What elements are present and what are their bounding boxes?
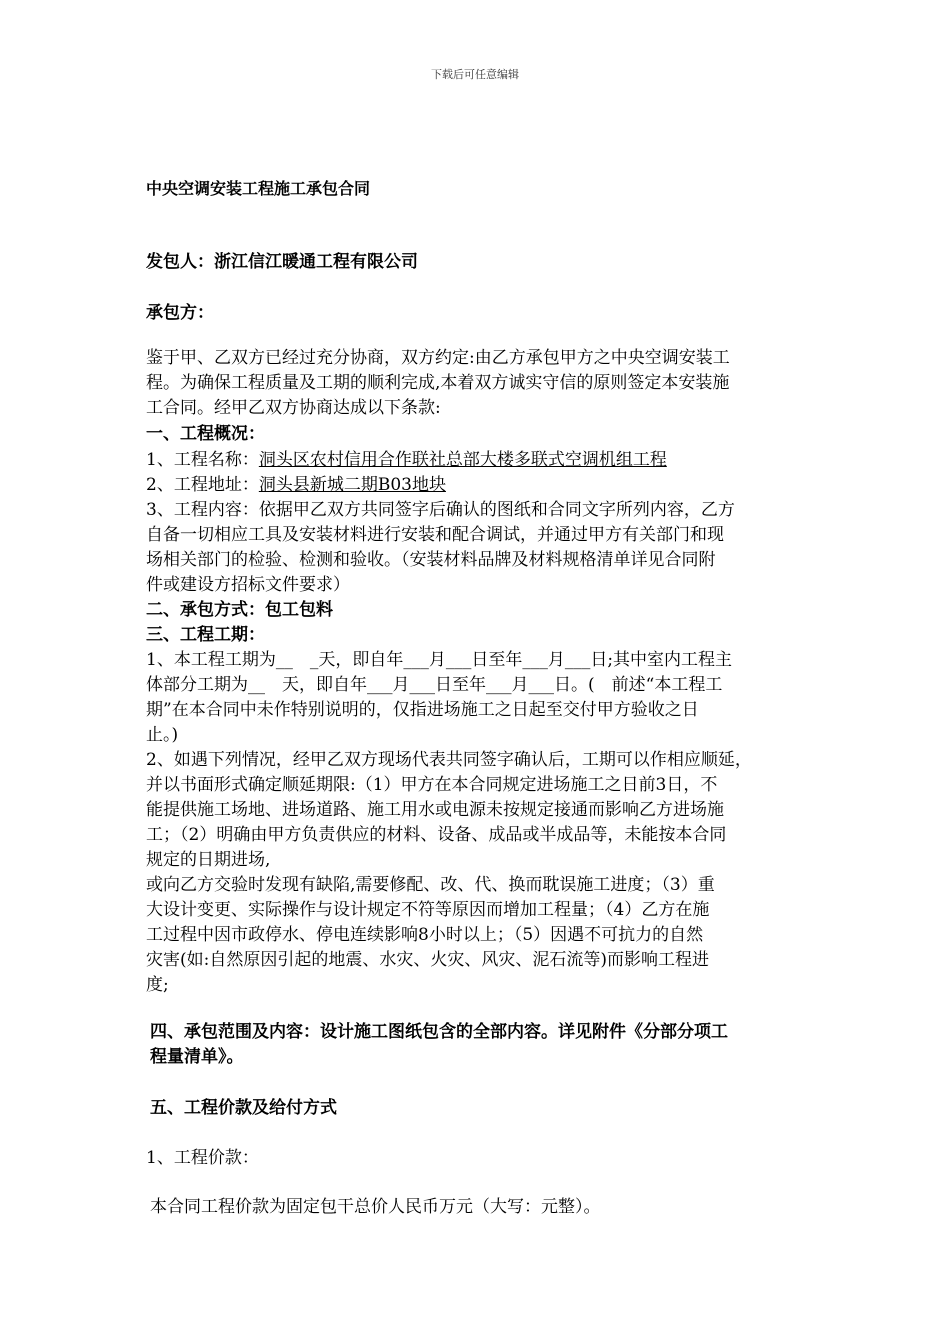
party-b: 承包方： <box>146 303 214 323</box>
section-2-title: 二、承包方式：包工包料 <box>146 600 333 620</box>
document-title: 中央空调安装工程施工承包合同 <box>146 179 371 198</box>
extension-line: 工过程中因市政停水、停电连续影响8小时以上；（5）因遇不可抗力的自然 <box>146 925 704 945</box>
project-name-value: 洞头区农村信用合作联社总部大楼多联式空调机组工程 <box>258 450 667 470</box>
section-1-title: 一、工程概况： <box>146 424 265 444</box>
party-a: 发包人：浙江信江暖通工程有限公司 <box>146 252 418 272</box>
content-line: 自备一切相应工具及安装材料进行安装和配合调试，并通过甲方有关部门和现 <box>146 525 724 545</box>
section-5-item-1: 1、工程价款： <box>146 1148 259 1168</box>
extension-line: 大设计变更、实际操作与设计规定不符等原因而增加工程量；（4）乙方在施 <box>146 900 710 920</box>
content-line: 3、工程内容：依据甲乙双方共同签字后确认的图纸和合同文字所列内容，乙方 <box>146 500 735 520</box>
content-line: 场相关部门的检验、检测和验收。（安装材料品牌及材料规格清单详见合同附 <box>146 550 716 570</box>
intro-line: 工合同。经甲乙双方协商达成以下条款: <box>146 398 441 418</box>
extension-line: 灾害(如:自然原因引起的地震、水灾、火灾、风灾、泥石流等)而影响工程进 <box>146 950 709 970</box>
schedule-line: 体部分工期为__ 天，即自年___月___日至年___月___日。( 前述“本工程工 <box>146 675 723 695</box>
extension-line: 规定的日期进场, <box>146 850 271 870</box>
content-line: 件或建设方招标文件要求） <box>146 575 350 595</box>
extension-line: 工；（2）明确由甲方负责供应的材料、设备、成品或半成品等，未能按本合同 <box>146 825 727 845</box>
intro-line: 鉴于甲、乙双方已经过充分协商，双方约定:由乙方承包甲方之中央空调安装工 <box>146 348 730 368</box>
section-1-item-1 <box>146 448 667 473</box>
scope-line: 四、承包范围及内容：设计施工图纸包含的全部内容。详见附件《分部分项工 <box>150 1022 728 1042</box>
section-3-item-1 <box>146 648 816 748</box>
section-4-title <box>150 1020 820 1070</box>
section-5-title: 五、工程价款及给付方式 <box>150 1098 337 1118</box>
section-3-title: 三、工程工期： <box>146 625 265 645</box>
extension-line: 并以书面形式确定顺延期限:（1）甲方在本合同规定进场施工之日前3日，不 <box>146 775 718 795</box>
section-3-item-2 <box>146 748 816 998</box>
schedule-line: 期”在本合同中未作特别说明的，仅指进场施工之日起至交付甲方验收之日 <box>146 700 699 720</box>
project-address-label: 2、工程地址： <box>146 475 259 495</box>
section-1-item-2 <box>146 473 446 498</box>
intro-paragraph <box>146 346 816 421</box>
section-1-item-3 <box>146 498 816 598</box>
extension-line: 2、如遇下列情况，经甲乙双方现场代表共同签字确认后，工期可以作相应顺延， <box>146 750 752 770</box>
intro-line: 程。为确保工程质量及工期的顺利完成,本着双方诚实守信的原则签定本安装施 <box>146 373 730 393</box>
extension-line: 或向乙方交验时发现有缺陷,需要修配、改、代、换而耽误施工进度；（3）重 <box>146 875 715 895</box>
schedule-line: 1、本工程工期为__ _天，即自年___月___日至年___月___日;其中室内工程主 <box>146 650 733 670</box>
project-name-label: 1、工程名称： <box>146 450 259 470</box>
extension-line: 能提供施工场地、进场道路、施工用水或电源未按规定接通而影响乙方进场施 <box>146 800 724 820</box>
project-address-value: 洞头县新城二期B03地块 <box>258 475 446 495</box>
section-5-price-text: 本合同工程价款为固定包干总价人民币万元（大写：元整）。 <box>150 1197 601 1217</box>
schedule-line: 止。) <box>146 725 179 745</box>
header-note: 下载后可任意编辑 <box>431 68 519 81</box>
scope-line: 程量清单》。 <box>150 1047 244 1067</box>
extension-line: 度; <box>146 975 169 995</box>
